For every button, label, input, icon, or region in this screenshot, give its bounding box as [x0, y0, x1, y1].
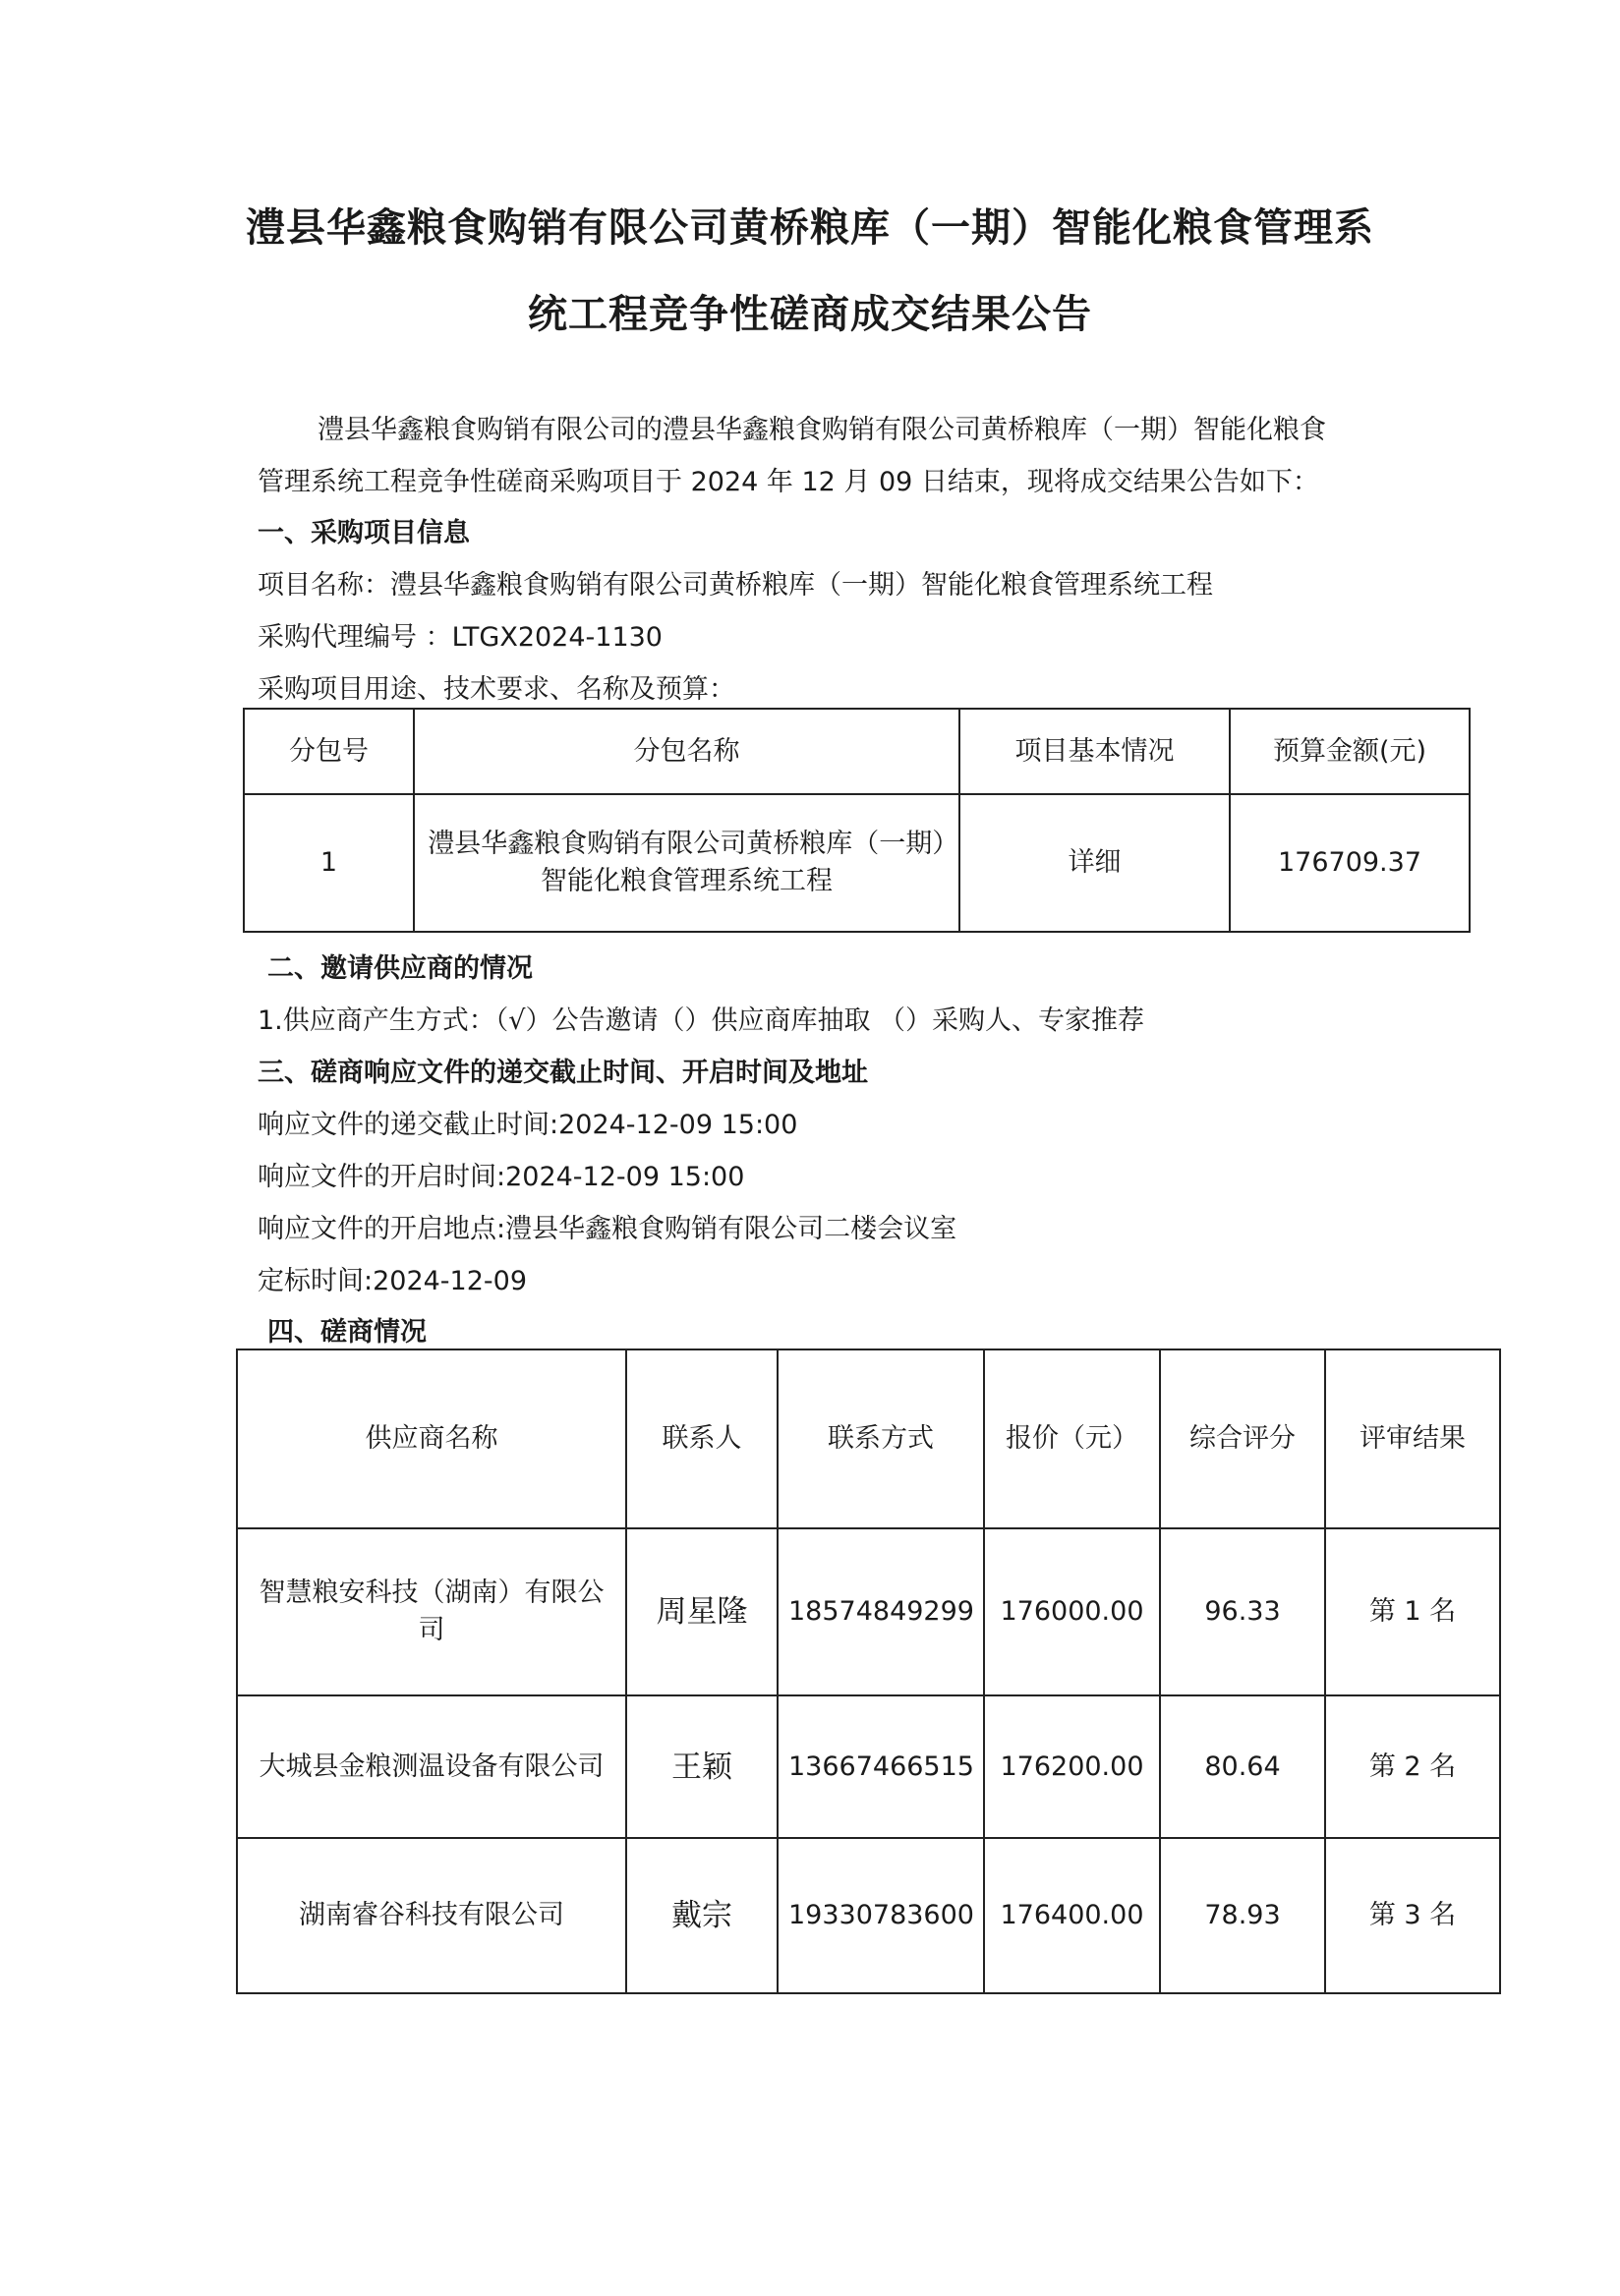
header-cell: 报价（元） — [984, 1349, 1160, 1528]
table-row — [237, 1838, 1500, 1993]
title-line-1: 澧县华鑫粮食购销有限公司黄桥粮库（一期）智能化粮食管理系 — [246, 205, 1374, 251]
budget-table — [243, 708, 1471, 933]
header-cell: 预算金额(元) — [1230, 709, 1470, 794]
project-name: 项目名称：澧县华鑫粮食购销有限公司黄桥粮库（一期）智能化粮食管理系统工程 — [258, 570, 1213, 601]
overall-score: 80.64 — [1160, 1695, 1325, 1838]
table-row — [237, 1528, 1500, 1695]
supplier-name: 湖南睿谷科技有限公司 — [237, 1838, 626, 1993]
header-cell: 联系方式 — [778, 1349, 984, 1528]
package-number: 1 — [244, 794, 414, 932]
table-header-row — [237, 1349, 1500, 1528]
award-time: 定标时间:2024-12-09 — [258, 1266, 528, 1296]
opening-time: 响应文件的开启时间:2024-12-09 15:00 — [258, 1162, 745, 1192]
agency-code: 采购代理编号 ：LTGX2024-1130 — [258, 622, 663, 653]
review-result: 第 3 名 — [1325, 1838, 1500, 1993]
package-name: 澧县华鑫粮食购销有限公司黄桥粮库（一期）智能化粮食管理系统工程 — [414, 794, 959, 932]
supplier-name: 智慧粮安科技（湖南）有限公司 — [237, 1528, 626, 1695]
quoted-price: 176200.00 — [984, 1695, 1160, 1838]
section-2-heading: 二、邀请供应商的情况 — [267, 953, 533, 984]
quoted-price: 176400.00 — [984, 1838, 1160, 1993]
contact-phone: 13667466515 — [778, 1695, 984, 1838]
section-3-heading: 三、磋商响应文件的递交截止时间、开启时间及地址 — [258, 1058, 868, 1088]
section-4-heading: 四、磋商情况 — [267, 1317, 427, 1348]
title-line-2: 统工程竞争性磋商成交结果公告 — [528, 292, 1092, 337]
header-cell: 供应商名称 — [237, 1349, 626, 1528]
header-cell: 综合评分 — [1160, 1349, 1325, 1528]
overall-score: 96.33 — [1160, 1528, 1325, 1695]
supplier-method: 1.供应商产生方式：（√）公告邀请（）供应商库抽取 （）采购人、专家推荐 — [258, 1005, 1145, 1036]
header-cell: 评审结果 — [1325, 1349, 1500, 1528]
intro-line-2: 管理系统工程竞争性磋商采购项目于 2024 年 12 月 09 日结束，现将成交结果公告如下： — [258, 467, 1319, 497]
header-cell: 分包号 — [244, 709, 414, 794]
contact-person: 王颖 — [626, 1695, 778, 1838]
contact-phone: 18574849299 — [778, 1528, 984, 1695]
contact-person: 周星隆 — [626, 1528, 778, 1695]
contact-person: 戴宗 — [626, 1838, 778, 1993]
intro-line-1: 澧县华鑫粮食购销有限公司的澧县华鑫粮食购销有限公司黄桥粮库（一期）智能化粮食 — [318, 415, 1326, 445]
contact-phone: 19330783600 — [778, 1838, 984, 1993]
negotiation-table — [236, 1349, 1501, 1994]
project-info-link[interactable]: 详细 — [959, 794, 1230, 932]
quoted-price: 176000.00 — [984, 1528, 1160, 1695]
overall-score: 78.93 — [1160, 1838, 1325, 1993]
table-caption: 采购项目用途、技术要求、名称及预算： — [258, 674, 735, 705]
review-result: 第 1 名 — [1325, 1528, 1500, 1695]
table-row — [244, 794, 1470, 932]
header-cell: 分包名称 — [414, 709, 959, 794]
section-1-heading: 一、采购项目信息 — [258, 518, 470, 548]
table-header-row — [244, 709, 1470, 794]
table-row — [237, 1695, 1500, 1838]
header-cell: 项目基本情况 — [959, 709, 1230, 794]
supplier-name: 大城县金粮测温设备有限公司 — [237, 1695, 626, 1838]
submission-deadline: 响应文件的递交截止时间:2024-12-09 15:00 — [258, 1110, 798, 1140]
header-cell: 联系人 — [626, 1349, 778, 1528]
budget-amount: 176709.37 — [1230, 794, 1470, 932]
opening-place: 响应文件的开启地点:澧县华鑫粮食购销有限公司二楼会议室 — [258, 1214, 957, 1244]
review-result: 第 2 名 — [1325, 1695, 1500, 1838]
